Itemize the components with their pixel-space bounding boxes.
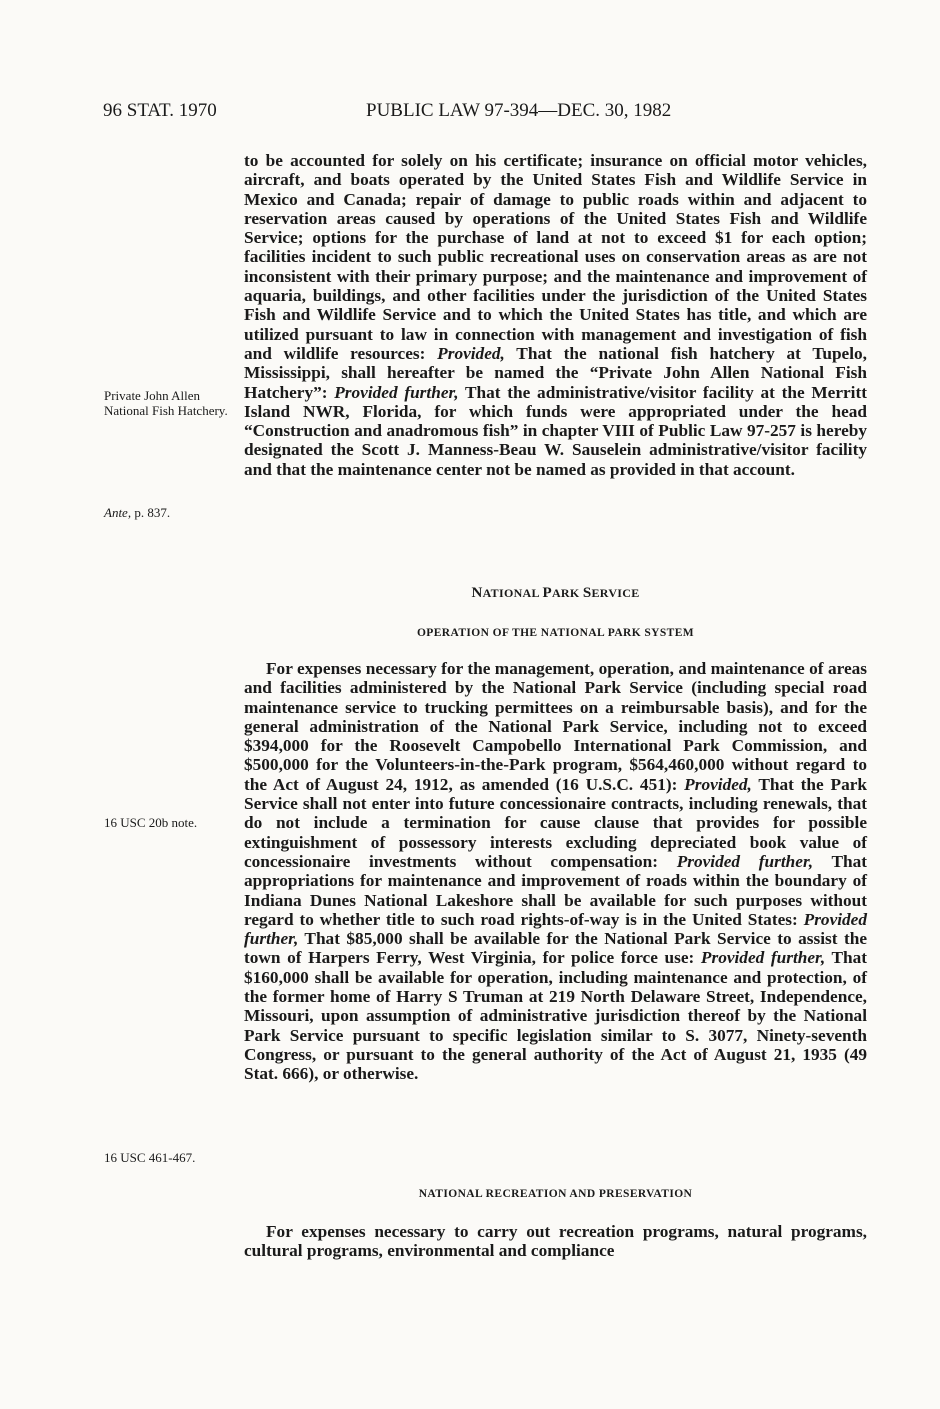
page-header <box>103 100 740 126</box>
paragraph-park-operations <box>244 659 867 1084</box>
para2-text-i: That $160,000 shall be available for operation, including maintenance and protection, of the former home of Harry S Truman at 219 North Delaware Street, Independence, Missouri, upon assumption of administrative jurisdiction thereof by the National Park Service pursuant to specific legislation similar to S. 3077, Ninety-seventh Congress, or pursuant to the general authority of the Act of August 21, 1935 (49 Stat. 666), or otherwise. <box>244 948 867 1084</box>
para1-text-a: to be accounted for solely on his certificate; insurance on official motor vehicles, aircraft, and boats operated by the United States Fish and Wildlife Service in Mexico and Canada; repair of damage to public roads within and adjacent to reservation areas caused by operations of the United States Fish and Wildlife Service; options for the purchase of land at not to exceed $1 for each option; facilities incident to such public recreational uses on conservation areas as are not inconsistent with their primary purpose; and the maintenance and improvement of aquaria, buildings, and other facilities under the jurisdiction of the United States Fish and Wildlife Service and to which the United States has title, and which are utilized pursuant to law in connection with management and investigation of fish and wildlife resources: <box>244 151 867 363</box>
para2-proviso-1: Provided, <box>684 774 752 794</box>
heading-nps-cap-p: P <box>542 585 552 601</box>
margin-note-ante-italic: Ante, <box>104 505 132 520</box>
heading-nps-cap-s: S <box>582 585 592 601</box>
margin-note-ante-page: p. 837. <box>131 505 171 520</box>
heading-operation-park-system: OPERATION OF THE NATIONAL PARK SYSTEM <box>416 627 695 639</box>
paragraph-fish-wildlife <box>244 151 867 479</box>
heading-national-park-service <box>244 585 867 602</box>
para1-proviso-2: Provided further, <box>334 382 459 402</box>
para2-proviso-3: Provided further, <box>244 909 867 949</box>
public-law-title: PUBLIC LAW 97-394—DEC. 30, 1982 <box>366 100 672 121</box>
para2-proviso-4: Provided further, <box>700 948 826 968</box>
heading-nps-small-3: ERVICE <box>591 586 640 600</box>
para2-text-e: That appropriations for maintenance and improvement of roads within the boundary of Indiana Dunes National Lakeshore shall be available for such purposes without regard to whether title to such road rights-of-way is in the United States: <box>244 851 867 929</box>
para2-text-a: For expenses necessary for the management, operation, and maintenance of areas and facilities administered by the National Park Service (including special road maintenance service to trucking permittees on a reimbursable basis), and for the general administration of the National Park Service, including not to exceed $394,000 for the Roosevelt Campobello International Park Commission, and $500,000 for the Volunteers-in-the-Park program, $564,460,000 without regard to the Act of August 24, 1912, as amended (16 U.S.C. 451): <box>244 659 867 794</box>
heading-nps-small-2: ARK <box>551 586 583 600</box>
para2-text-g: That $85,000 shall be available for the National Park Service to assist the town of Harpers Ferry, West Virginia, for police force use: <box>244 929 867 968</box>
para2-text-c: That the Park Service shall not enter into future concessionaire contracts, including renewals, that do not include a termination for cause clause that provides for possible extinguishment of possessory interests excluding depreciated book value of concessionaire investments without compensation: <box>244 774 867 871</box>
para3-text: For expenses necessary to carry out recreation programs, natural programs, cultural programs, environmental and compliance <box>244 1222 867 1261</box>
heading-nps-small-1: ATIONAL <box>482 586 543 600</box>
heading-recreation-preservation: NATIONAL RECREATION AND PRESERVATION <box>418 1188 693 1200</box>
margin-note-ante <box>104 506 229 521</box>
margin-note-16usc-20b: 16 USC 20b note. <box>104 815 198 830</box>
para2-proviso-2: Provided further, <box>676 851 814 871</box>
para1-proviso-1: Provided, <box>437 343 505 363</box>
para1-text-e: That the administrative/visitor facility at the Merritt Island NWR, Florida, for which funds were appropriated under the head “Construction and anadromous fish” in chapter VIII of Public Law 97-257 is hereby designated the Scott J. Manness-Beau W. Sauselein administrative/visitor facility and that the maintenance center not be named as provided in that account. <box>244 382 867 479</box>
margin-note-fish-hatchery: Private John Allen National Fish Hatchery. <box>104 388 228 418</box>
heading-nps-cap-n: N <box>471 585 483 601</box>
margin-note-16usc-461: 16 USC 461-467. <box>104 1150 196 1165</box>
paragraph-recreation <box>244 1222 867 1261</box>
statute-page-number: 96 STAT. 1970 <box>103 100 217 121</box>
para1-text-c: That the national fish hatchery at Tupelo, Mississippi, shall hereafter be named the “Private John Allen National Fish Hatchery”: <box>244 343 867 402</box>
